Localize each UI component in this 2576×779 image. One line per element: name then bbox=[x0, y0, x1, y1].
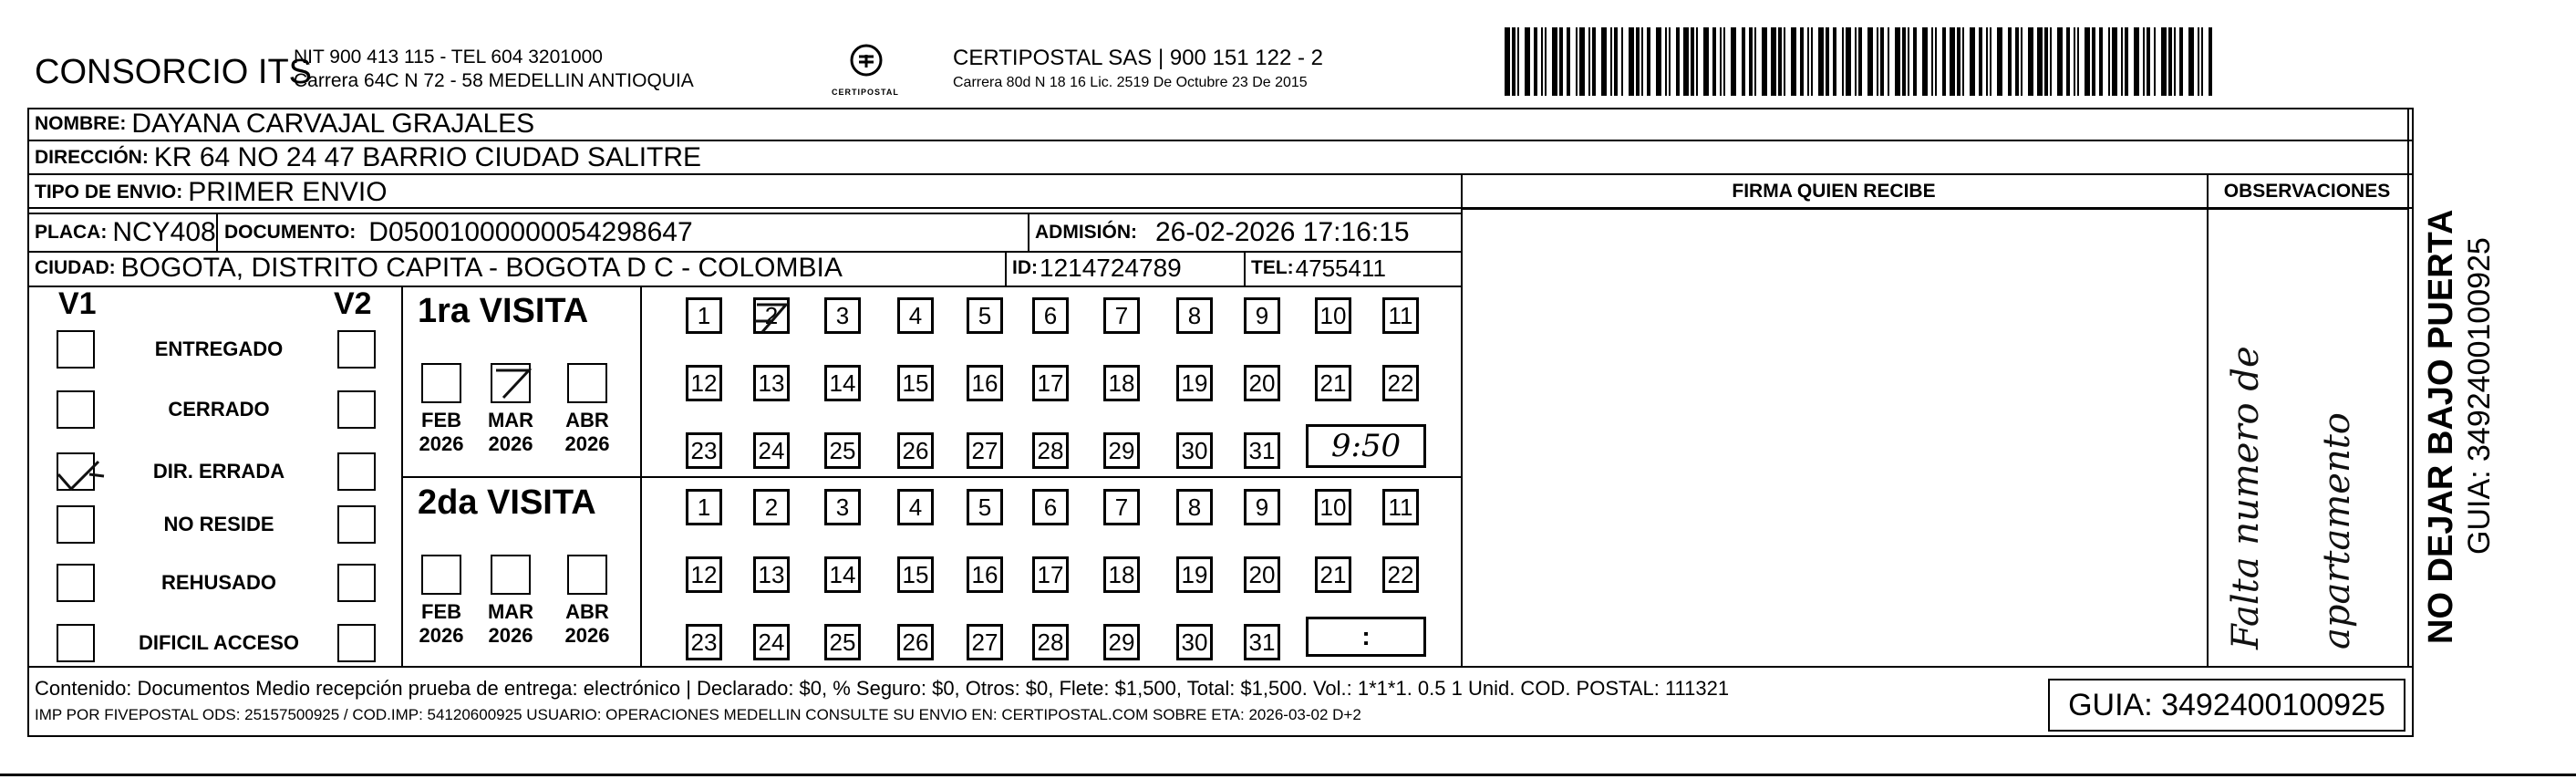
month-year: 2026 bbox=[419, 432, 464, 455]
first-visit-day-box[interactable]: 7 bbox=[1103, 297, 1140, 334]
second-visit-day-box[interactable]: 17 bbox=[1032, 556, 1069, 593]
no-dejar-warning: NO DEJAR BAJO PUERTA bbox=[2422, 209, 2460, 644]
v1-checkbox[interactable] bbox=[57, 624, 95, 662]
month-label bbox=[560, 409, 615, 456]
certipostal-address: Carrera 80d N 18 16 Lic. 2519 De Octubre 23 De 2015 bbox=[953, 75, 1308, 90]
month-label bbox=[414, 600, 469, 648]
barcode-bar bbox=[1842, 27, 1844, 96]
barcode-bar bbox=[1778, 27, 1782, 96]
first-visit-day-box[interactable]: 13 bbox=[753, 365, 790, 401]
barcode-bar bbox=[1962, 27, 1964, 96]
barcode-bar bbox=[1811, 27, 1813, 96]
first-visit-day-box[interactable]: 28 bbox=[1032, 432, 1069, 469]
status-label: DIFICIL ACCESO bbox=[138, 631, 299, 654]
barcode-bar bbox=[2125, 27, 2128, 96]
second-visit-day-box[interactable]: 29 bbox=[1103, 624, 1140, 660]
month-label bbox=[560, 600, 615, 648]
barcode-bar bbox=[1771, 27, 1776, 96]
id-row bbox=[1012, 252, 1182, 285]
first-visit-month-checkbox[interactable] bbox=[421, 363, 461, 403]
first-visit-day-box[interactable]: 19 bbox=[1176, 365, 1213, 401]
barcode-bar bbox=[1742, 27, 1745, 96]
v2-checkbox[interactable] bbox=[337, 452, 376, 491]
obs-handwriting-line2: apartamento bbox=[2316, 412, 2358, 649]
second-visit-day-box[interactable]: 7 bbox=[1103, 489, 1140, 525]
second-visit-day-box[interactable]: 1 bbox=[686, 489, 722, 525]
placa-row bbox=[35, 215, 216, 250]
first-visit-day-box[interactable]: 15 bbox=[897, 365, 934, 401]
first-visit-day-box[interactable]: 22 bbox=[1382, 365, 1419, 401]
barcode-bar bbox=[1997, 27, 2002, 96]
tipo-value: PRIMER ENVIO bbox=[188, 177, 388, 207]
barcode-bar bbox=[2085, 27, 2090, 96]
second-visit-day-box[interactable]: 27 bbox=[967, 624, 1003, 660]
first-visit-month-checkbox[interactable] bbox=[567, 363, 607, 403]
barcode-bar bbox=[1877, 27, 1878, 96]
barcode-bar bbox=[1601, 27, 1607, 96]
month-name: ABR bbox=[565, 600, 609, 623]
barcode-bar bbox=[1647, 27, 1650, 96]
barcode-bar bbox=[2066, 27, 2070, 96]
tipo-label: TIPO DE ENVIO: bbox=[35, 182, 183, 203]
second-visit-day-box[interactable]: 11 bbox=[1382, 489, 1419, 525]
second-visit-day-box[interactable]: 19 bbox=[1176, 556, 1213, 593]
first-visit-day-box[interactable]: 24 bbox=[753, 432, 790, 469]
logo-text: CERTIPOSTAL bbox=[832, 88, 899, 97]
first-visit-day-box[interactable]: 21 bbox=[1315, 365, 1351, 401]
barcode-bar bbox=[1846, 27, 1851, 96]
barcode-bar bbox=[1610, 27, 1612, 96]
documento-label: DOCUMENTO: bbox=[224, 222, 357, 243]
barcode-bar bbox=[1880, 27, 1884, 96]
v2-checkbox[interactable] bbox=[337, 505, 376, 544]
mar-check-mark bbox=[492, 363, 533, 403]
barcode-bar bbox=[1922, 27, 1928, 96]
signature-area[interactable] bbox=[1464, 211, 2205, 664]
barcode-bar bbox=[1636, 27, 1640, 96]
barcode-bar bbox=[2021, 27, 2023, 96]
barcode-bar bbox=[1703, 27, 1709, 96]
ciudad-row bbox=[35, 252, 843, 285]
month-name: MAR bbox=[487, 409, 534, 431]
barcode-bar bbox=[2015, 27, 2019, 96]
barcode-bar bbox=[1888, 27, 1889, 96]
barcode-bar bbox=[1855, 27, 1857, 96]
first-visit-day-box[interactable]: 10 bbox=[1315, 297, 1351, 334]
v2-label: V2 bbox=[334, 286, 372, 321]
month-name: FEB bbox=[421, 600, 461, 623]
first-visit-day-box[interactable]: 20 bbox=[1244, 365, 1280, 401]
tipo-row bbox=[35, 176, 388, 209]
barcode-bar bbox=[1712, 27, 1716, 96]
barcode-bar bbox=[2057, 27, 2063, 96]
barcode-bar bbox=[1807, 27, 1809, 96]
barcode-bar bbox=[1902, 27, 1906, 96]
second-visit-day-box[interactable]: 12 bbox=[686, 556, 722, 593]
barcode-bar bbox=[2147, 27, 2150, 96]
barcode-bar bbox=[1683, 27, 1689, 96]
first-visit-day-box[interactable]: 23 bbox=[686, 432, 722, 469]
placa-label: PLACA: bbox=[35, 222, 108, 243]
id-value: 1214724789 bbox=[1040, 254, 1182, 282]
barcode-bar bbox=[2201, 27, 2203, 96]
barcode-bar bbox=[1696, 27, 1698, 96]
barcode-bar bbox=[1656, 27, 1661, 96]
second-visit-month-checkbox[interactable] bbox=[491, 555, 531, 595]
barcode-bar bbox=[1826, 27, 1829, 96]
second-visit-day-box[interactable]: 24 bbox=[753, 624, 790, 660]
barcode-bar bbox=[1818, 27, 1824, 96]
second-visit-day-box[interactable]: 4 bbox=[897, 489, 934, 525]
barcode bbox=[1505, 27, 2225, 96]
documento-value: D05001000000054298647 bbox=[368, 217, 693, 247]
tel-label: TEL: bbox=[1251, 257, 1294, 278]
first-visit-day-box[interactable]: 12 bbox=[686, 365, 722, 401]
barcode-bar bbox=[1723, 27, 1725, 96]
second-visit-day-box[interactable]: 16 bbox=[967, 556, 1003, 593]
v1-checkbox[interactable] bbox=[57, 564, 95, 602]
month-label bbox=[414, 409, 469, 456]
barcode-bar bbox=[1614, 27, 1618, 96]
v1-checkbox[interactable] bbox=[57, 390, 95, 429]
barcode-bar bbox=[2108, 27, 2110, 96]
second-visit-day-box[interactable]: 9 bbox=[1244, 489, 1280, 525]
first-visit-day-box[interactable]: 9 bbox=[1244, 297, 1280, 334]
first-visit-day-box[interactable]: 4 bbox=[897, 297, 934, 334]
barcode-bar bbox=[1986, 27, 1988, 96]
footer-print-info: IMP POR FIVEPOSTAL ODS: 25157500925 / COD.IMP: 54120600925 USUARIO: OPERACIONES MEDELLIN CONSULTE SU ENVIO EN: CERTIPOSTAL.COM SOBRE ETA: 2026-03-02 D+2 bbox=[35, 706, 1361, 723]
direccion-row bbox=[35, 141, 701, 173]
id-label: ID: bbox=[1012, 257, 1038, 278]
barcode-bar bbox=[1990, 27, 1991, 96]
obs-handwriting-line1: Falta numero de bbox=[2225, 346, 2267, 649]
second-visit-day-box[interactable]: 15 bbox=[897, 556, 934, 593]
month-name: MAR bbox=[487, 600, 534, 623]
barcode-bar bbox=[1621, 27, 1623, 96]
barcode-bar bbox=[1762, 27, 1767, 96]
documento-row bbox=[224, 215, 693, 250]
barcode-bar bbox=[2028, 27, 2033, 96]
month-year: 2026 bbox=[488, 432, 533, 455]
direccion-label: DIRECCIÓN: bbox=[35, 146, 149, 168]
first-visit-day-box[interactable]: 14 bbox=[824, 365, 861, 401]
status-label: NO RESIDE bbox=[163, 513, 274, 535]
second-visit-day-box[interactable]: 2 bbox=[753, 489, 790, 525]
barcode-bar bbox=[2168, 27, 2172, 96]
barcode-bar bbox=[1505, 27, 1510, 96]
barcode-bar bbox=[1641, 27, 1643, 96]
barcode-bar bbox=[1908, 27, 1909, 96]
first-visit-title: 1ra VISITA bbox=[418, 292, 589, 330]
company-name: CONSORCIO ITS bbox=[35, 53, 313, 91]
barcode-bar bbox=[1576, 27, 1578, 96]
barcode-bar bbox=[1749, 27, 1753, 96]
barcode-bar bbox=[1665, 27, 1667, 96]
v1-label: V1 bbox=[58, 286, 97, 321]
certipostal-logo bbox=[839, 40, 894, 95]
admision-row bbox=[1035, 215, 1410, 250]
dir-errada-check-mark bbox=[53, 449, 108, 494]
second-visit-day-box[interactable]: 3 bbox=[824, 489, 861, 525]
barcode-bar bbox=[1525, 27, 1530, 96]
month-label bbox=[483, 600, 538, 648]
second-visit-day-box[interactable]: 22 bbox=[1382, 556, 1419, 593]
barcode-bar bbox=[1979, 27, 1982, 96]
barcode-bar bbox=[2143, 27, 2145, 96]
barcode-bar bbox=[1545, 27, 1547, 96]
status-label: REHUSADO bbox=[161, 571, 276, 594]
barcode-bar bbox=[1691, 27, 1694, 96]
first-visit-time: 9:50 bbox=[1306, 424, 1426, 468]
barcode-bar bbox=[2112, 27, 2117, 96]
second-visit-day-box[interactable]: 25 bbox=[824, 624, 861, 660]
barcode-bar bbox=[2077, 27, 2079, 96]
second-visit-month-checkbox[interactable] bbox=[567, 555, 607, 595]
first-visit-day-box[interactable]: 31 bbox=[1244, 432, 1280, 469]
barcode-bar bbox=[2074, 27, 2075, 96]
barcode-bar bbox=[1942, 27, 1946, 96]
second-visit-day-box[interactable]: 21 bbox=[1315, 556, 1351, 593]
barcode-bar bbox=[1559, 27, 1563, 96]
certipostal-company: CERTIPOSTAL SAS | 900 151 122 - 2 bbox=[953, 46, 1323, 70]
v1-checkbox[interactable] bbox=[57, 505, 95, 544]
status-label: DIR. ERRADA bbox=[152, 460, 285, 483]
barcode-bar bbox=[1913, 27, 1917, 96]
first-visit-day-box[interactable]: 17 bbox=[1032, 365, 1069, 401]
second-visit-title: 2da VISITA bbox=[418, 483, 596, 522]
second-visit-day-box[interactable]: 31 bbox=[1244, 624, 1280, 660]
barcode-bar bbox=[2154, 27, 2156, 96]
day-2-mark bbox=[751, 297, 791, 338]
v2-checkbox[interactable] bbox=[337, 390, 376, 429]
barcode-bar bbox=[1950, 27, 1955, 96]
month-year: 2026 bbox=[488, 624, 533, 647]
nombre-label: NOMBRE: bbox=[35, 112, 127, 134]
first-visit-day-box[interactable]: 26 bbox=[897, 432, 934, 469]
barcode-bar bbox=[1676, 27, 1680, 96]
month-label bbox=[483, 409, 538, 456]
footer-guia: GUIA: 3492400100925 bbox=[2048, 679, 2405, 732]
barcode-bar bbox=[2179, 27, 2183, 96]
first-visit-day-box[interactable]: 25 bbox=[824, 432, 861, 469]
second-visit-day-box[interactable]: 23 bbox=[686, 624, 722, 660]
admision-value: 26-02-2026 17:16:15 bbox=[1155, 217, 1410, 247]
barcode-bar bbox=[1957, 27, 1960, 96]
ciudad-value: BOGOTA, DISTRITO CAPITA - BOGOTA D C - COLOMBIA bbox=[120, 253, 843, 283]
first-visit-day-box[interactable]: 1 bbox=[686, 297, 722, 334]
barcode-bar bbox=[1512, 27, 1516, 96]
barcode-bar bbox=[1720, 27, 1722, 96]
barcode-bar bbox=[1588, 27, 1590, 96]
second-visit-day-box[interactable]: 30 bbox=[1176, 624, 1213, 660]
barcode-bar bbox=[2134, 27, 2139, 96]
first-visit-day-box[interactable]: 2 bbox=[753, 297, 790, 334]
barcode-bar bbox=[2198, 27, 2199, 96]
barcode-bar bbox=[2174, 27, 2176, 96]
first-visit-day-box[interactable]: 18 bbox=[1103, 365, 1140, 401]
barcode-bar bbox=[2099, 27, 2103, 96]
barcode-bar bbox=[1517, 27, 1519, 96]
barcode-bar bbox=[2037, 27, 2043, 96]
barcode-bar bbox=[1895, 27, 1900, 96]
status-label: CERRADO bbox=[168, 398, 270, 421]
v2-checkbox[interactable] bbox=[337, 624, 376, 662]
second-visit-time: : bbox=[1306, 617, 1426, 657]
barcode-bar bbox=[1534, 27, 1537, 96]
first-visit-day-box[interactable]: 29 bbox=[1103, 432, 1140, 469]
barcode-bar bbox=[2044, 27, 2048, 96]
first-visit-day-box[interactable]: 8 bbox=[1176, 297, 1213, 334]
v2-checkbox[interactable] bbox=[337, 330, 376, 369]
first-visit-day-box[interactable]: 30 bbox=[1176, 432, 1213, 469]
barcode-bar bbox=[1791, 27, 1796, 96]
barcode-bar bbox=[1579, 27, 1585, 96]
barcode-bar bbox=[1592, 27, 1596, 96]
direccion-value: KR 64 NO 24 47 BARRIO CIUDAD SALITRE bbox=[153, 141, 702, 172]
admision-label: ADMISIÓN: bbox=[1035, 222, 1137, 243]
barcode-bar bbox=[1754, 27, 1756, 96]
barcode-bar bbox=[1541, 27, 1543, 96]
month-year: 2026 bbox=[564, 432, 610, 455]
company-nit: NIT 900 413 115 - TEL 604 3201000 bbox=[294, 47, 603, 68]
barcode-bar bbox=[1970, 27, 1975, 96]
second-visit-day-box[interactable]: 6 bbox=[1032, 489, 1069, 525]
tel-row bbox=[1251, 252, 1386, 285]
barcode-bar bbox=[1931, 27, 1933, 96]
first-visit-day-box[interactable]: 11 bbox=[1382, 297, 1419, 334]
second-visit-day-box[interactable]: 26 bbox=[897, 624, 934, 660]
footer-content: Contenido: Documentos Medio recepción prueba de entrega: electrónico | Declarado: $0, % Seguro: $0, Otros: $0, Flete: $1,500, Total: $1,500. Vol.: 1*1*1. 0.5 1 Unid. COD. POSTAL: 111321 bbox=[35, 677, 1730, 700]
barcode-bar bbox=[1800, 27, 1804, 96]
second-visit-day-box[interactable]: 14 bbox=[824, 556, 861, 593]
second-visit-day-box[interactable]: 18 bbox=[1103, 556, 1140, 593]
barcode-bar bbox=[2188, 27, 2194, 96]
barcode-bar bbox=[2121, 27, 2123, 96]
second-visit-day-box[interactable]: 8 bbox=[1176, 489, 1213, 525]
barcode-bar bbox=[2209, 27, 2212, 96]
barcode-bar bbox=[1867, 27, 1873, 96]
barcode-bar bbox=[1935, 27, 1937, 96]
v2-checkbox[interactable] bbox=[337, 564, 376, 602]
barcode-bar bbox=[1858, 27, 1862, 96]
first-visit-day-box[interactable]: 5 bbox=[967, 297, 1003, 334]
ciudad-label: CIUDAD: bbox=[35, 257, 116, 278]
v1-checkbox[interactable] bbox=[57, 330, 95, 369]
barcode-bar bbox=[1629, 27, 1634, 96]
status-label: ENTREGADO bbox=[154, 338, 284, 360]
barcode-bar bbox=[2161, 27, 2167, 96]
company-address: Carrera 64C N 72 - 58 MEDELLIN ANTIOQUIA bbox=[294, 70, 694, 91]
barcode-bar bbox=[1669, 27, 1671, 96]
barcode-bar bbox=[2050, 27, 2052, 96]
second-visit-day-box[interactable]: 13 bbox=[753, 556, 790, 593]
month-year: 2026 bbox=[419, 624, 464, 647]
first-visit-day-box[interactable]: 16 bbox=[967, 365, 1003, 401]
tel-value: 4755411 bbox=[1295, 254, 1386, 282]
first-visit-day-box[interactable]: 27 bbox=[967, 432, 1003, 469]
first-visit-day-box[interactable]: 3 bbox=[824, 297, 861, 334]
barcode-bar bbox=[2008, 27, 2012, 96]
second-visit-month-checkbox[interactable] bbox=[421, 555, 461, 595]
nombre-row bbox=[35, 108, 534, 140]
placa-value: NCY408 bbox=[112, 217, 216, 247]
barcode-bar bbox=[1833, 27, 1836, 96]
barcode-bar bbox=[1784, 27, 1785, 96]
firma-header: FIRMA QUIEN RECIBE bbox=[1732, 181, 1936, 202]
barcode-bar bbox=[1567, 27, 1570, 96]
month-name: FEB bbox=[421, 409, 461, 431]
barcode-bar bbox=[1552, 27, 1557, 96]
second-visit-day-box[interactable]: 10 bbox=[1315, 489, 1351, 525]
month-year: 2026 bbox=[564, 624, 610, 647]
second-visit-day-box[interactable]: 20 bbox=[1244, 556, 1280, 593]
month-name: ABR bbox=[565, 409, 609, 431]
side-guia: GUIA: 3492400100925 bbox=[2462, 237, 2497, 555]
observaciones-header: OBSERVACIONES bbox=[2223, 181, 2391, 202]
nombre-value: DAYANA CARVAJAL GRAJALES bbox=[131, 108, 535, 139]
second-visit-day-box[interactable]: 28 bbox=[1032, 624, 1069, 660]
barcode-bar bbox=[1731, 27, 1736, 96]
first-visit-day-box[interactable]: 6 bbox=[1032, 297, 1069, 334]
second-visit-day-box[interactable]: 5 bbox=[967, 489, 1003, 525]
barcode-bar bbox=[2092, 27, 2095, 96]
